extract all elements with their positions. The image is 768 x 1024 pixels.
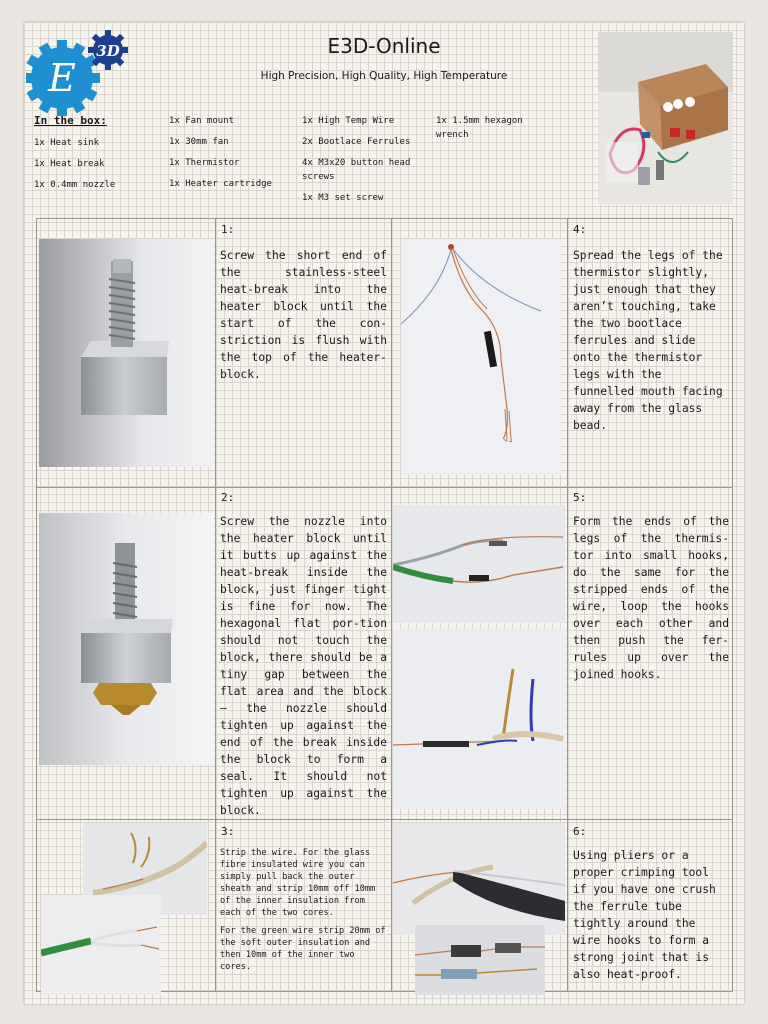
step-5-photo-top xyxy=(393,505,565,623)
box-item: 1x 30mm fan xyxy=(169,137,229,147)
step-6-text: Using pliers or a proper crimping tool if you have one crush the ferrule tube tightly around the wire hooks to form a strong joint that is also heat-proof. xyxy=(573,849,716,981)
step-4-photo xyxy=(401,239,561,475)
box-contents-photo xyxy=(598,32,733,204)
step-6-number: 6: xyxy=(573,825,587,838)
step-3-text: Strip the wire. For the glass fibre insulated wire you can simply pull back the outer sheath and strip 10mm off 10mm of the inner insulation from each of the two cores. xyxy=(220,848,376,918)
box-column-4 xyxy=(436,114,546,149)
step-2-photo xyxy=(39,513,213,765)
box-item: 2x Bootlace Ferrules xyxy=(302,137,411,147)
step-1-number: 1: xyxy=(221,223,235,236)
box-column-3 xyxy=(302,114,430,212)
step-3-text-2: For the green wire strip 20mm of the soft outer insulation and then 10mm of the inner two cores. xyxy=(220,926,386,972)
box-item: 1x Thermistor xyxy=(169,158,240,168)
step-6-photo-top xyxy=(393,823,565,935)
box-item: 1x Fan mount xyxy=(169,116,235,126)
step-4-number: 4: xyxy=(573,223,587,236)
page-title: E3D-Online xyxy=(327,34,441,58)
box-item: 1x High Temp Wire xyxy=(302,116,395,126)
box-item: 1x Heat break xyxy=(34,159,105,169)
logo-small-text: 3D xyxy=(96,42,120,60)
step-5-photo-bottom xyxy=(393,629,565,809)
step-2-text: Screw the nozzle into the heater block until it butts up against the heat-break inside the block, just finger tight is fine for now. The hexagonal flat por-tion should not touch the block, there should be a tiny gap between the flat area and the block – the nozzle should tighten up against the end of the break inside the block to form a seal. It should not tighten up against the block. xyxy=(220,515,387,817)
box-item: 1x 1.5mm hexagon wrench xyxy=(436,116,523,140)
step-5-text: Form the ends of the legs of the thermis-tor into small hooks, do the same for the stripped ends of the wire, loop the hooks over each other and then push the fer-rules up over the joined hooks. xyxy=(573,515,729,681)
box-item: 1x 0.4mm nozzle xyxy=(34,180,116,190)
box-item: 1x Heater cartridge xyxy=(169,179,272,189)
box-item: 4x M3x20 button head screws xyxy=(302,158,411,182)
steps-grid xyxy=(36,218,733,992)
step-2-number: 2: xyxy=(221,491,235,504)
page-subtitle: High Precision, High Quality, High Temperature xyxy=(260,70,508,82)
box-item: 1x Heat sink xyxy=(34,138,100,148)
box-item: 1x M3 set screw xyxy=(302,193,384,203)
box-column-1 xyxy=(34,114,159,199)
e3d-logo xyxy=(26,28,136,118)
step-3-photo-bottom xyxy=(41,895,161,995)
step-5-number: 5: xyxy=(573,491,587,504)
logo-letter: E xyxy=(48,56,76,100)
step-3-text-block xyxy=(220,847,388,979)
step-1-photo xyxy=(39,239,213,467)
box-column-2 xyxy=(169,114,294,198)
step-4-text: Spread the legs of the thermistor slightly, just enough that they aren’t touching, take the two bootlace ferrules and slide onto the thermistor legs with the funnelled mouth facing away from the glass bead. xyxy=(573,249,723,432)
step-3-number: 3: xyxy=(221,825,235,838)
box-heading: In the box: xyxy=(34,114,107,127)
step-6-photo-bottom xyxy=(415,925,545,995)
instruction-sheet xyxy=(24,22,744,1004)
step-1-text: Screw the short end of the stainless-steel heat-break into the heater block until the start of the con-striction is flush with the top of the heater-block. xyxy=(220,249,387,381)
